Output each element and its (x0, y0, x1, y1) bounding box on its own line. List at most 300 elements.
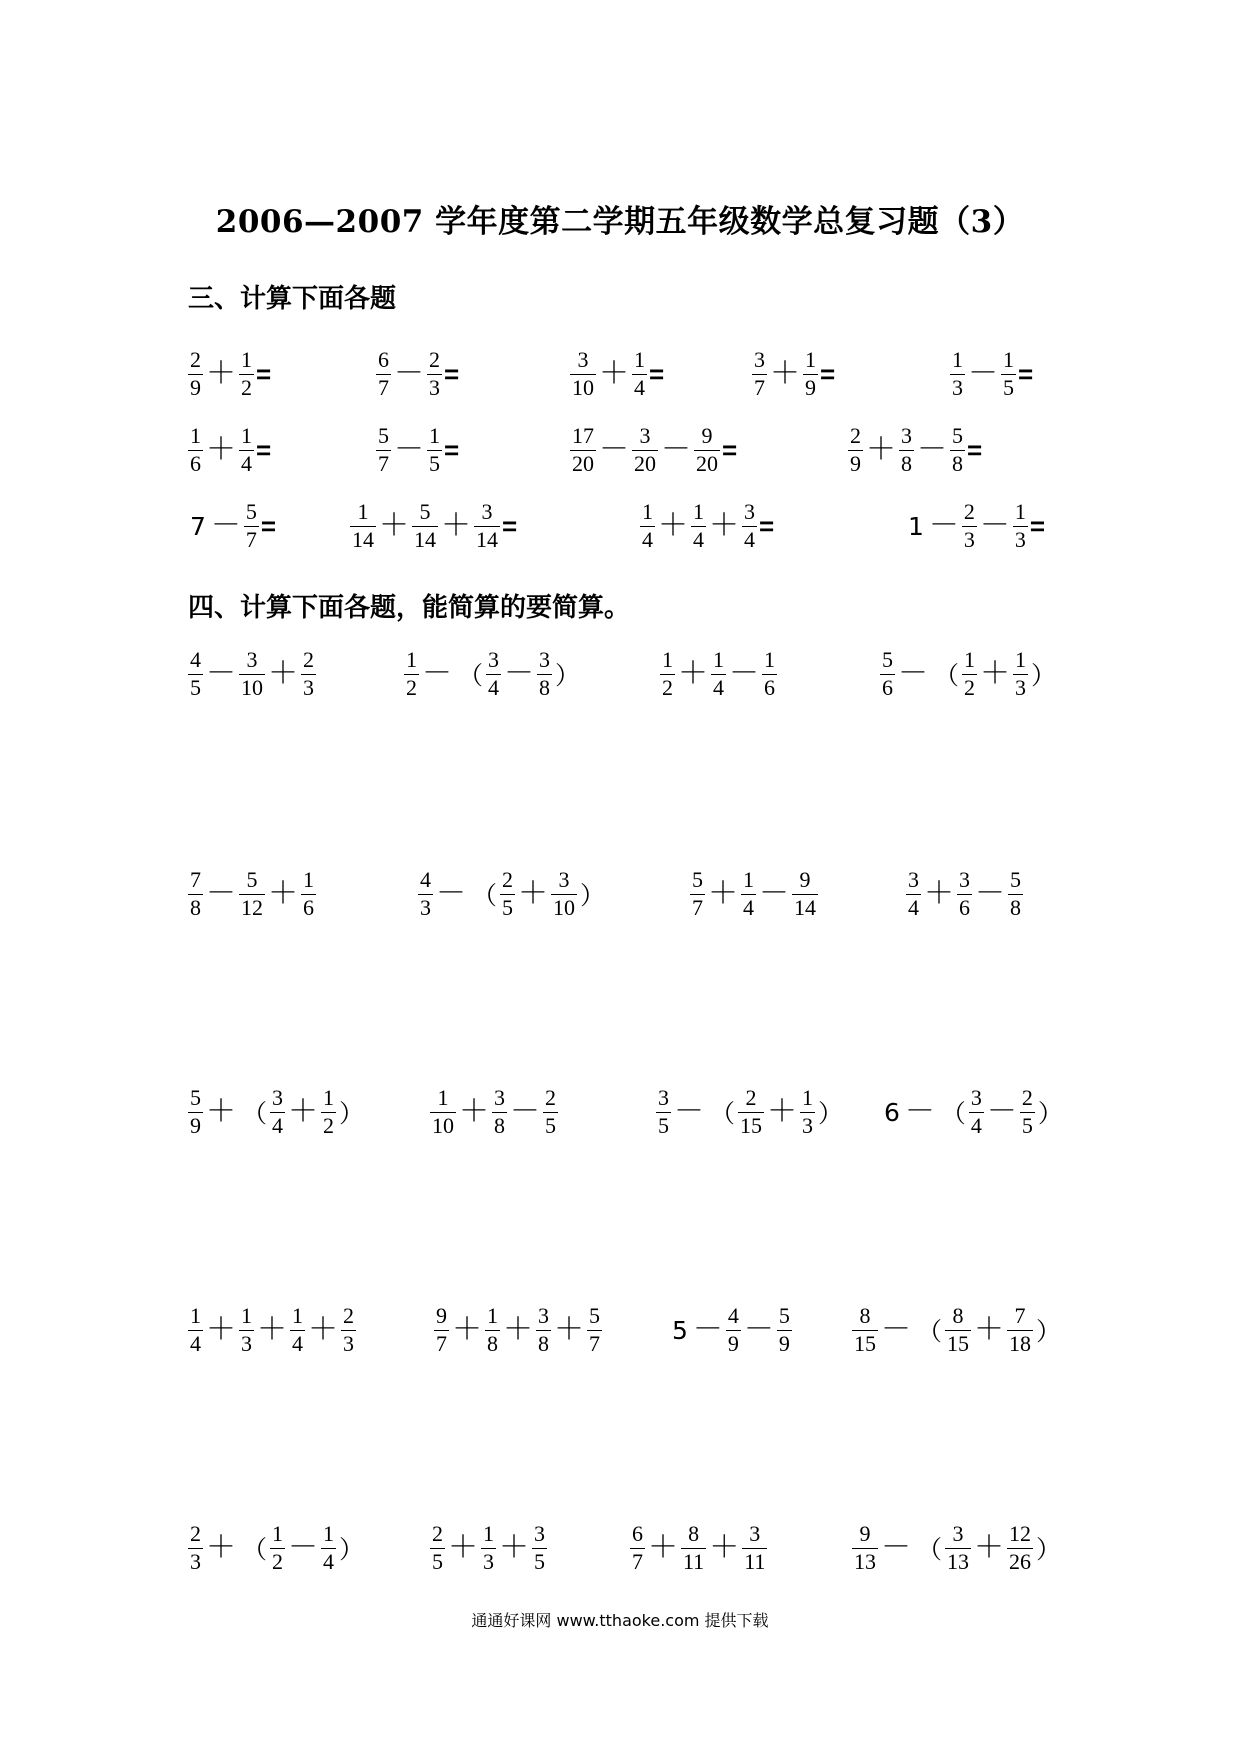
fraction (570, 424, 596, 476)
denominator: 4 (323, 1548, 335, 1574)
numerator: 1 (662, 647, 673, 672)
problem-3-2-1 (188, 424, 273, 476)
fraction (694, 424, 720, 476)
numerator: 3 (754, 347, 765, 372)
denominator: 15 (740, 1112, 763, 1138)
denominator: 6 (882, 674, 893, 700)
operator: － (881, 1531, 911, 1565)
operator: － (599, 433, 629, 467)
operator: － (206, 877, 236, 911)
fraction (239, 868, 265, 920)
equals-sign: = (1018, 359, 1034, 390)
fraction (945, 1304, 971, 1356)
whole-number: 5 (672, 1315, 688, 1345)
denominator: 3 (802, 1112, 814, 1138)
numerator: 3 (558, 867, 570, 892)
denominator: 7 (692, 894, 703, 920)
fraction (587, 1304, 602, 1356)
whole-number: 6 (884, 1097, 900, 1127)
operator: ＋ (767, 1095, 798, 1129)
problem-4-2-4 (906, 868, 1023, 920)
numerator: 5 (419, 499, 431, 524)
operator: ＋ (268, 657, 298, 691)
fraction (899, 424, 914, 476)
parenthesis: （ (710, 1099, 736, 1129)
numerator: 12 (1009, 1521, 1032, 1546)
operator: ＋ (206, 1313, 236, 1347)
numerator: 5 (778, 1303, 790, 1328)
denominator: 6 (959, 894, 970, 920)
denominator: 14 (476, 526, 498, 552)
numerator: 17 (572, 423, 594, 448)
operator: ＋ (448, 1531, 478, 1565)
numerator: 1 (437, 1085, 449, 1110)
numerator: 2 (190, 1521, 201, 1546)
fraction (762, 648, 777, 700)
denominator: 2 (272, 1548, 284, 1574)
equals-sign: = (502, 511, 518, 542)
denominator: 7 (589, 1330, 600, 1356)
fraction (957, 868, 972, 920)
denominator: 5 (502, 894, 514, 920)
numerator: 9 (799, 867, 811, 892)
fraction (376, 424, 391, 476)
problem-4-2-3 (690, 868, 818, 920)
numerator: 3 (639, 423, 651, 448)
fraction (486, 648, 501, 700)
fraction (239, 424, 254, 476)
operator: ＋ (503, 1313, 533, 1347)
numerator: 1 (743, 867, 754, 892)
fraction (537, 648, 552, 700)
parenthesis: ） (1031, 661, 1057, 691)
parenthesis: ） (1036, 1535, 1062, 1565)
operator: ＋ (708, 877, 738, 911)
problem-4-4-1 (188, 1304, 356, 1356)
problem-3-1-5 (950, 348, 1035, 400)
problem-3-3-2 (350, 500, 519, 552)
parenthesis: ） (818, 1099, 844, 1129)
fraction (1001, 348, 1016, 400)
parenthesis: ） (580, 881, 606, 911)
operator: ＋ (308, 1313, 338, 1347)
operator: － (661, 433, 691, 467)
fraction (969, 1086, 984, 1138)
numerator: 9 (436, 1303, 447, 1328)
operator: ＋ (452, 1313, 482, 1347)
whole-number: 7 (190, 511, 206, 541)
problem-3-1-3 (570, 348, 666, 400)
problem-3-2-4 (848, 424, 984, 476)
denominator: 2 (241, 374, 252, 400)
operator: ＋ (441, 509, 471, 543)
parenthesis: （ (458, 661, 484, 691)
denominator: 4 (292, 1330, 303, 1356)
parenthesis: （ (242, 1535, 268, 1565)
problem-4-1-3 (660, 648, 777, 700)
problem-4-1-1 (188, 648, 316, 700)
fraction (950, 348, 965, 400)
fraction (777, 1304, 792, 1356)
denominator: 20 (634, 450, 656, 476)
operator: － (394, 433, 424, 467)
denominator: 3 (952, 374, 963, 400)
problem-3-3-1 (188, 500, 278, 552)
fraction (301, 648, 316, 700)
operator: ＋ (974, 1313, 1005, 1347)
numerator: 4 (420, 867, 431, 892)
problem-4-2-2 (418, 868, 608, 920)
operator: ＋ (379, 509, 409, 543)
fraction (321, 1086, 336, 1138)
denominator: 5 (429, 450, 440, 476)
problem-4-1-2 (404, 648, 583, 700)
denominator: 7 (754, 374, 765, 400)
operator: ＋ (974, 1531, 1005, 1565)
numerator: 8 (859, 1303, 871, 1328)
fraction (690, 868, 705, 920)
fraction (1013, 500, 1028, 552)
fraction (270, 1086, 285, 1138)
problem-4-1-4 (880, 648, 1059, 700)
operator: － (904, 1095, 935, 1129)
fraction (188, 1522, 203, 1574)
numerator: 2 (545, 1085, 556, 1110)
fraction (481, 1522, 496, 1574)
operator: ＋ (288, 1095, 319, 1129)
operator: － (692, 1313, 723, 1347)
problem-3-2-2 (376, 424, 461, 476)
numerator: 1 (190, 1303, 201, 1328)
denominator: 4 (190, 1330, 201, 1356)
numerator: 8 (952, 1303, 964, 1328)
denominator: 4 (642, 526, 653, 552)
denominator: 10 (241, 674, 263, 700)
denominator: 4 (970, 1112, 982, 1138)
fraction (536, 1304, 551, 1356)
operator: ＋ (554, 1313, 584, 1347)
operator: － (206, 657, 236, 691)
fraction (239, 1304, 254, 1356)
denominator: 5 (545, 1112, 556, 1138)
fraction (691, 500, 706, 552)
denominator: 4 (241, 450, 252, 476)
fraction (290, 1304, 305, 1356)
equals-sign: = (722, 435, 738, 466)
denominator: 3 (190, 1548, 201, 1574)
denominator: 7 (378, 374, 389, 400)
fraction (741, 868, 756, 920)
denominator: 5 (534, 1548, 545, 1574)
fraction (1008, 868, 1023, 920)
parenthesis: （ (940, 1099, 966, 1129)
numerator: 1 (1015, 647, 1027, 672)
numerator: 1 (190, 423, 201, 448)
equals-sign: = (1029, 511, 1046, 542)
denominator: 10 (432, 1112, 454, 1138)
fraction (632, 424, 658, 476)
numerator: 3 (744, 499, 755, 524)
denominator: 7 (632, 1548, 643, 1574)
numerator: 4 (727, 1303, 739, 1328)
parenthesis: ） (339, 1099, 365, 1129)
fraction (906, 868, 921, 920)
fraction (430, 1522, 445, 1574)
fraction (711, 648, 726, 700)
fraction (412, 500, 438, 552)
denominator: 5 (658, 1112, 669, 1138)
fraction (427, 348, 442, 400)
denominator: 6 (190, 450, 201, 476)
denominator: 14 (352, 526, 374, 552)
fraction (1007, 1522, 1033, 1574)
denominator: 26 (1009, 1548, 1032, 1574)
fraction (880, 648, 895, 700)
numerator: 2 (850, 423, 861, 448)
denominator: 4 (743, 894, 754, 920)
numerator: 1 (292, 1303, 303, 1328)
denominator: 18 (1009, 1330, 1032, 1356)
fraction (752, 348, 767, 400)
operator: ＋ (257, 1313, 287, 1347)
denominator: 3 (420, 894, 431, 920)
numerator: 3 (959, 867, 970, 892)
denominator: 3 (1014, 526, 1026, 552)
operator: － (928, 509, 959, 543)
fraction (188, 1086, 203, 1138)
denominator: 7 (378, 450, 389, 476)
numerator: 5 (245, 499, 257, 524)
denominator: 6 (764, 674, 775, 700)
problem-3-3-4 (906, 500, 1047, 552)
problem-4-5-3 (630, 1522, 767, 1574)
denominator: 7 (245, 526, 257, 552)
problem-4-5-1 (188, 1522, 367, 1574)
denominator: 2 (323, 1112, 335, 1138)
numerator: 2 (429, 347, 440, 372)
numerator: 1 (634, 347, 645, 372)
problem-4-3-4 (882, 1086, 1066, 1138)
operator: － (729, 657, 759, 691)
denominator: 5 (432, 1548, 443, 1574)
fraction (742, 1522, 767, 1574)
denominator: 7 (436, 1330, 447, 1356)
numerator: 3 (539, 647, 551, 672)
operator: － (975, 877, 1005, 911)
fraction (543, 1086, 558, 1138)
numerator: 3 (658, 1085, 669, 1110)
operator: ＋ (658, 509, 688, 543)
problem-4-5-4 (852, 1522, 1064, 1574)
numerator: 1 (1014, 499, 1026, 524)
numerator: 3 (970, 1085, 982, 1110)
problem-4-3-3 (656, 1086, 846, 1138)
fraction (570, 348, 596, 400)
numerator: 9 (859, 1521, 871, 1546)
denominator: 9 (190, 1112, 201, 1138)
fraction (660, 648, 675, 700)
denominator: 15 (947, 1330, 970, 1356)
numerator: 6 (632, 1521, 643, 1546)
numerator: 3 (494, 1085, 505, 1110)
fraction (188, 1304, 203, 1356)
operator: ＋ (268, 877, 298, 911)
denominator: 3 (963, 526, 975, 552)
problem-4-3-1 (188, 1086, 367, 1138)
denominator: 10 (553, 894, 576, 920)
numerator: 2 (190, 347, 201, 372)
denominator: 8 (1010, 894, 1021, 920)
numerator: 1 (487, 1303, 498, 1328)
denominator: 20 (572, 450, 594, 476)
problem-4-2-1 (188, 868, 316, 920)
parenthesis: （ (917, 1535, 943, 1565)
denominator: 9 (190, 374, 201, 400)
numerator: 5 (589, 1303, 600, 1328)
denominator: 3 (483, 1548, 494, 1574)
operator: － (979, 509, 1010, 543)
denominator: 2 (662, 674, 673, 700)
problem-3-1-1 (188, 348, 273, 400)
denominator: 2 (964, 674, 976, 700)
numerator: 5 (1010, 867, 1021, 892)
equals-sign: = (256, 359, 272, 390)
denominator: 9 (805, 374, 816, 400)
operator: － (210, 509, 241, 543)
operator: － (968, 357, 998, 391)
operator: － (422, 657, 452, 691)
numerator: 5 (952, 423, 963, 448)
denominator: 9 (778, 1330, 790, 1356)
numerator: 3 (272, 1085, 284, 1110)
numerator: 2 (502, 867, 514, 892)
numerator: 8 (688, 1521, 700, 1546)
parenthesis: （ (917, 1317, 943, 1347)
fraction (376, 348, 391, 400)
numerator: 3 (488, 647, 500, 672)
whole-number: 1 (908, 511, 924, 541)
numerator: 2 (343, 1303, 354, 1328)
operator: ＋ (459, 1095, 489, 1129)
fraction (430, 1086, 456, 1138)
fraction (803, 348, 818, 400)
fraction (738, 1086, 764, 1138)
numerator: 5 (692, 867, 703, 892)
numerator: 3 (901, 423, 912, 448)
fraction (630, 1522, 645, 1574)
fraction (244, 500, 259, 552)
problem-4-4-4 (852, 1304, 1064, 1356)
denominator: 11 (683, 1548, 705, 1574)
numerator: 3 (908, 867, 919, 892)
denominator: 4 (744, 526, 755, 552)
numerator: 7 (190, 867, 201, 892)
denominator: 3 (1015, 674, 1027, 700)
fraction (681, 1522, 706, 1574)
denominator: 3 (303, 674, 314, 700)
numerator: 1 (802, 1085, 814, 1110)
fraction (945, 1522, 971, 1574)
denominator: 8 (538, 1330, 549, 1356)
numerator: 1 (357, 499, 369, 524)
operator: － (436, 877, 466, 911)
operator: ＋ (648, 1531, 678, 1565)
numerator: 1 (713, 647, 724, 672)
fraction (962, 648, 977, 700)
numerator: 5 (246, 867, 258, 892)
denominator: 10 (572, 374, 594, 400)
problem-4-4-3 (670, 1304, 792, 1356)
fraction (321, 1522, 336, 1574)
denominator: 5 (1003, 374, 1014, 400)
fraction (434, 1304, 449, 1356)
denominator: 3 (429, 374, 440, 400)
numerator: 2 (303, 647, 314, 672)
denominator: 20 (696, 450, 718, 476)
page-title: 2006—2007 学年度第二学期五年级数学总复习题（3） (215, 204, 1025, 240)
fraction (474, 500, 500, 552)
numerator: 3 (534, 1521, 545, 1546)
numerator: 1 (323, 1085, 335, 1110)
fraction (632, 348, 647, 400)
denominator: 4 (272, 1112, 284, 1138)
denominator: 13 (947, 1548, 970, 1574)
denominator: 8 (952, 450, 963, 476)
numerator: 1 (303, 867, 314, 892)
numerator: 1 (241, 347, 252, 372)
operator: － (288, 1531, 319, 1565)
denominator: 8 (901, 450, 912, 476)
parenthesis: （ (472, 881, 498, 911)
numerator: 1 (429, 423, 440, 448)
numerator: 6 (378, 347, 389, 372)
numerator: 1 (642, 499, 653, 524)
equals-sign: = (759, 511, 775, 542)
numerator: 3 (749, 1521, 761, 1546)
operator: ＋ (599, 357, 629, 391)
fraction (726, 1304, 741, 1356)
fraction (1013, 648, 1028, 700)
numerator: 5 (190, 1085, 201, 1110)
operator: ＋ (924, 877, 954, 911)
fraction (800, 1086, 815, 1138)
fraction (188, 348, 203, 400)
operator: ＋ (206, 1095, 236, 1129)
operator: － (674, 1095, 704, 1129)
fraction (188, 868, 203, 920)
denominator: 4 (488, 674, 500, 700)
numerator: 1 (693, 499, 704, 524)
numerator: 1 (323, 1521, 335, 1546)
fraction (418, 868, 433, 920)
equals-sign: = (820, 359, 836, 390)
fraction (848, 424, 863, 476)
numerator: 7 (1014, 1303, 1026, 1328)
fraction (239, 648, 265, 700)
denominator: 4 (908, 894, 919, 920)
equals-sign: = (256, 435, 272, 466)
numerator: 3 (481, 499, 493, 524)
denominator: 8 (539, 674, 551, 700)
numerator: 1 (272, 1521, 284, 1546)
equals-sign: = (649, 359, 665, 390)
denominator: 12 (241, 894, 263, 920)
fraction (551, 868, 577, 920)
fraction (852, 1522, 878, 1574)
parenthesis: ） (555, 661, 581, 691)
numerator: 1 (952, 347, 963, 372)
numerator: 1 (1003, 347, 1014, 372)
